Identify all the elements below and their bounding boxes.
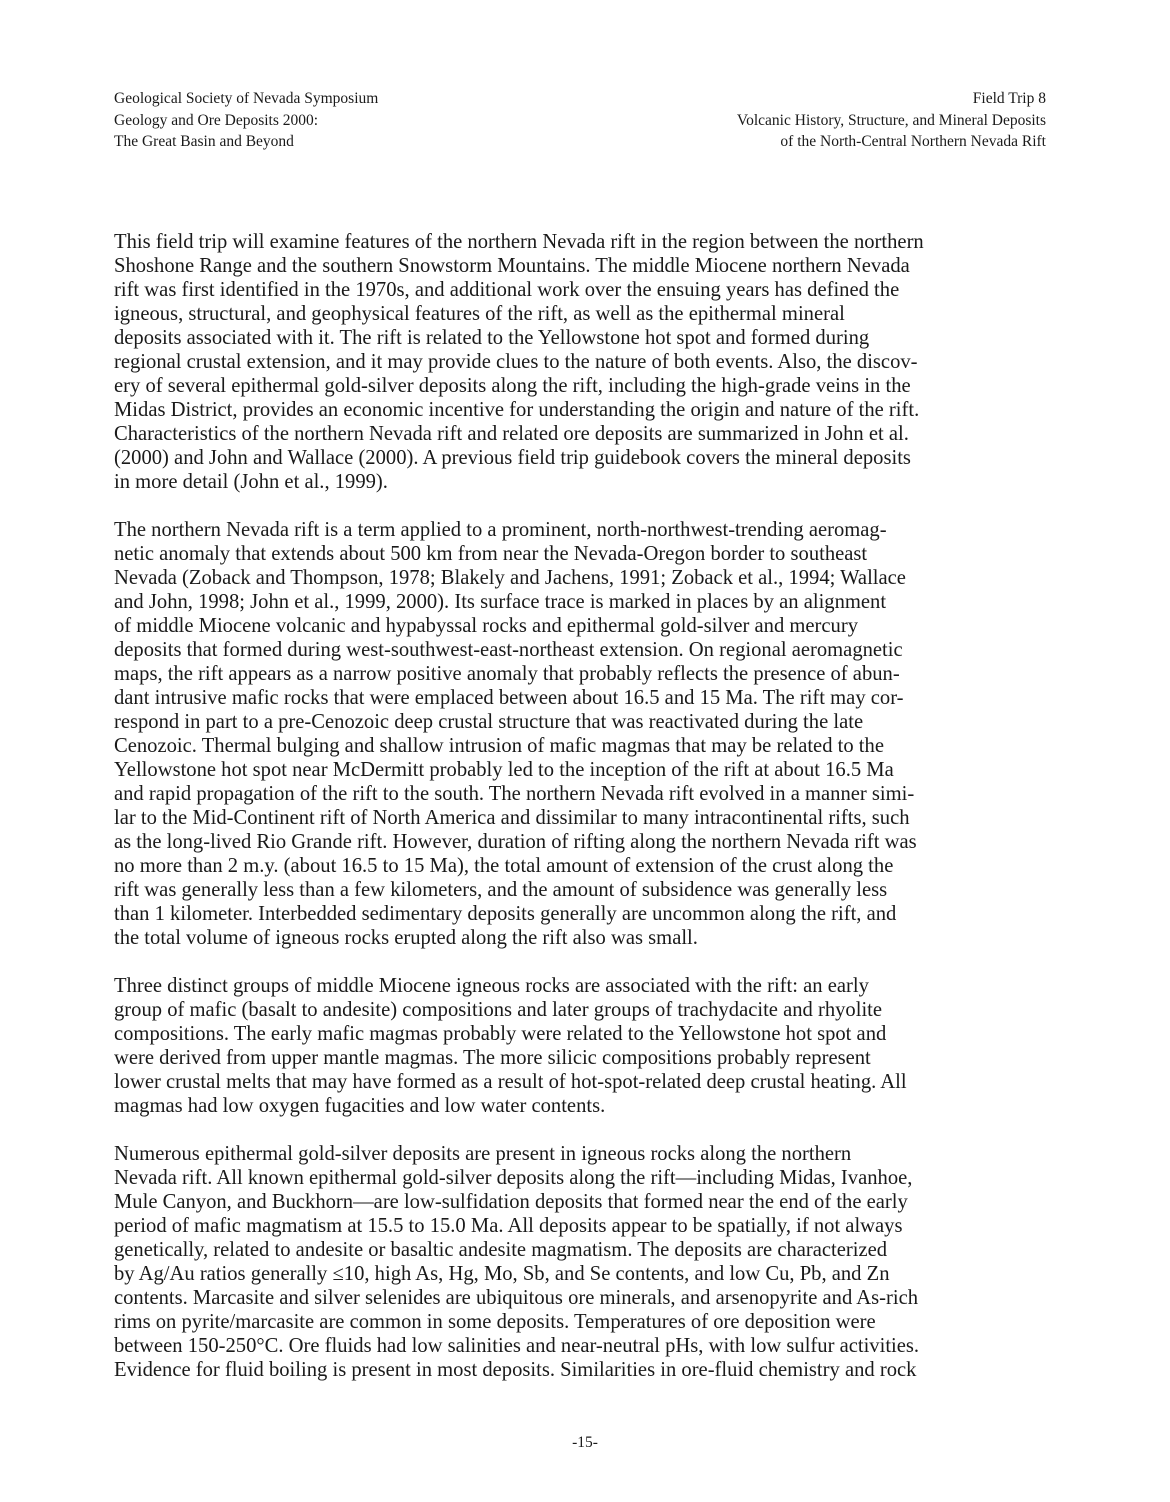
paragraph-line: rift was first identified in the 1970s, and additional work over the ensuing years has defined the	[114, 279, 900, 301]
paragraph	[114, 1142, 1046, 1382]
paragraph-line: The northern Nevada rift is a term applied to a prominent, north-northwest-trending aeromag-	[114, 519, 887, 541]
paragraph-line: period of mafic magmatism at 15.5 to 15.0 Ma. All deposits appear to be spatially, if not always	[114, 1215, 903, 1237]
paragraph-line: maps, the rift appears as a narrow positive anomaly that probably reflects the presence of abun-	[114, 663, 900, 685]
paragraph	[114, 974, 1046, 1118]
paragraph-line: Characteristics of the northern Nevada rift and related ore deposits are summarized in John et al.	[114, 423, 909, 445]
paragraph-line: Three distinct groups of middle Miocene igneous rocks are associated with the rift: an early	[114, 975, 869, 997]
paragraph-line: magmas had low oxygen fugacities and low water contents.	[114, 1095, 606, 1117]
paragraph-line: Nevada (Zoback and Thompson, 1978; Blakely and Jachens, 1991; Zoback et al., 1994; Wallace	[114, 567, 906, 589]
header-left-block	[114, 88, 378, 153]
paragraph-line: igneous, structural, and geophysical features of the rift, as well as the epithermal mineral	[114, 303, 845, 325]
paragraph-line: as the long-lived Rio Grande rift. However, duration of rifting along the northern Nevada rift was	[114, 831, 917, 853]
paragraph-line: in more detail (John et al., 1999).	[114, 471, 388, 493]
paragraph-line: and rapid propagation of the rift to the south. The northern Nevada rift evolved in a manner simi-	[114, 783, 915, 805]
paragraph-line: compositions. The early mafic magmas probably were related to the Yellowstone hot spot and	[114, 1023, 887, 1045]
paragraph-line: (2000) and John and Wallace (2000). A previous field trip guidebook covers the mineral deposits	[114, 447, 911, 469]
header-right-line: Field Trip 8	[972, 90, 1046, 107]
paragraph-line: between 150-250°C. Ore fluids had low salinities and near-neutral pHs, with low sulfur activities.	[114, 1335, 920, 1357]
paragraph-line: regional crustal extension, and it may provide clues to the nature of both events. Also, the discov-	[114, 351, 918, 373]
header-left-line: Geological Society of Nevada Symposium	[114, 90, 379, 107]
paragraph-line: deposits associated with it. The rift is related to the Yellowstone hot spot and formed during	[114, 327, 870, 349]
paragraph	[114, 518, 1046, 950]
header-left-line: Geology and Ore Deposits 2000:	[114, 111, 319, 129]
paragraph-line: the total volume of igneous rocks erupted along the rift also was small.	[114, 927, 698, 949]
paragraph-line: Nevada rift. All known epithermal gold-silver deposits along the rift—including Midas, Ivanhoe,	[114, 1167, 913, 1189]
paragraph-line: Numerous epithermal gold-silver deposits are present in igneous rocks along the northern	[114, 1143, 852, 1165]
paragraph-line: no more than 2 m.y. (about 16.5 to 15 Ma), the total amount of extension of the crust along the	[114, 855, 894, 877]
paragraph-line: Mule Canyon, and Buckhorn—are low-sulfidation deposits that formed near the end of the early	[114, 1191, 908, 1213]
paragraph-line: This field trip will examine features of the northern Nevada rift in the region between the northern	[114, 231, 924, 253]
paragraph-line: group of mafic (basalt to andesite) compositions and later groups of trachydacite and rhyolite	[114, 999, 883, 1021]
paragraph-line: rift was generally less than a few kilometers, and the amount of subsidence was generally less	[114, 879, 888, 901]
paragraph-line: deposits that formed during west-southwest-east-northeast extension. On regional aeromagnetic	[114, 639, 903, 661]
paragraph	[114, 230, 1046, 494]
paragraph-line: than 1 kilometer. Interbedded sedimentary deposits generally are uncommon along the rift, and	[114, 903, 897, 925]
paragraph-line: genetically, related to andesite or basaltic andesite magmatism. The deposits are characterized	[114, 1239, 888, 1261]
paragraph-line: respond in part to a pre-Cenozoic deep crustal structure that was reactivated during the late	[114, 711, 864, 733]
paragraph-line: contents. Marcasite and silver selenides are ubiquitous ore minerals, and arsenopyrite and As-rich	[114, 1287, 919, 1309]
header-right-block	[737, 88, 1046, 153]
paragraph-line: and John, 1998; John et al., 1999, 2000). Its surface trace is marked in places by an alignment	[114, 591, 887, 613]
paragraph-line: lar to the Mid-Continent rift of North America and dissimilar to many intracontinental rifts, such	[114, 807, 910, 829]
paragraph-line: netic anomaly that extends about 500 km from near the Nevada-Oregon border to southeast	[114, 543, 868, 565]
header-right-line: Volcanic History, Structure, and Mineral Deposits	[736, 111, 1046, 129]
paragraph-line: ery of several epithermal gold-silver deposits along the rift, including the high-grade veins in the	[114, 375, 911, 397]
paragraph-line: dant intrusive mafic rocks that were emplaced between about 16.5 and 15 Ma. The rift may cor-	[114, 687, 904, 709]
paragraph-line: Evidence for fluid boiling is present in most deposits. Similarities in ore-fluid chemistry and rock	[114, 1359, 917, 1381]
paragraph-line: Cenozoic. Thermal bulging and shallow intrusion of mafic magmas that may be related to the	[114, 735, 884, 757]
paragraph-line: rims on pyrite/marcasite are common in some deposits. Temperatures of ore deposition were	[114, 1311, 876, 1333]
header-left-line: The Great Basin and Beyond	[114, 133, 294, 150]
page-number: -15-	[572, 1434, 598, 1451]
paragraph-line: of middle Miocene volcanic and hypabyssal rocks and epithermal gold-silver and mercury	[114, 615, 858, 637]
paragraph-line: Shoshone Range and the southern Snowstorm Mountains. The middle Miocene northern Nevada	[114, 255, 910, 277]
body-text	[114, 230, 1046, 1406]
paragraph-line: were derived from upper mantle magmas. The more silicic compositions probably represent	[114, 1047, 871, 1069]
header-right-line: of the North-Central Northern Nevada Rift	[780, 133, 1046, 150]
paragraph-line: by Ag/Au ratios generally ≤10, high As, Hg, Mo, Sb, and Se contents, and low Cu, Pb, and Zn	[114, 1263, 890, 1285]
paragraph-line: Yellowstone hot spot near McDermitt probably led to the inception of the rift at about 16.5 Ma	[114, 759, 894, 781]
paragraph-line: Midas District, provides an economic incentive for understanding the origin and nature of the rift.	[114, 399, 920, 421]
paragraph-line: lower crustal melts that may have formed as a result of hot-spot-related deep crustal heating. All	[114, 1071, 907, 1093]
